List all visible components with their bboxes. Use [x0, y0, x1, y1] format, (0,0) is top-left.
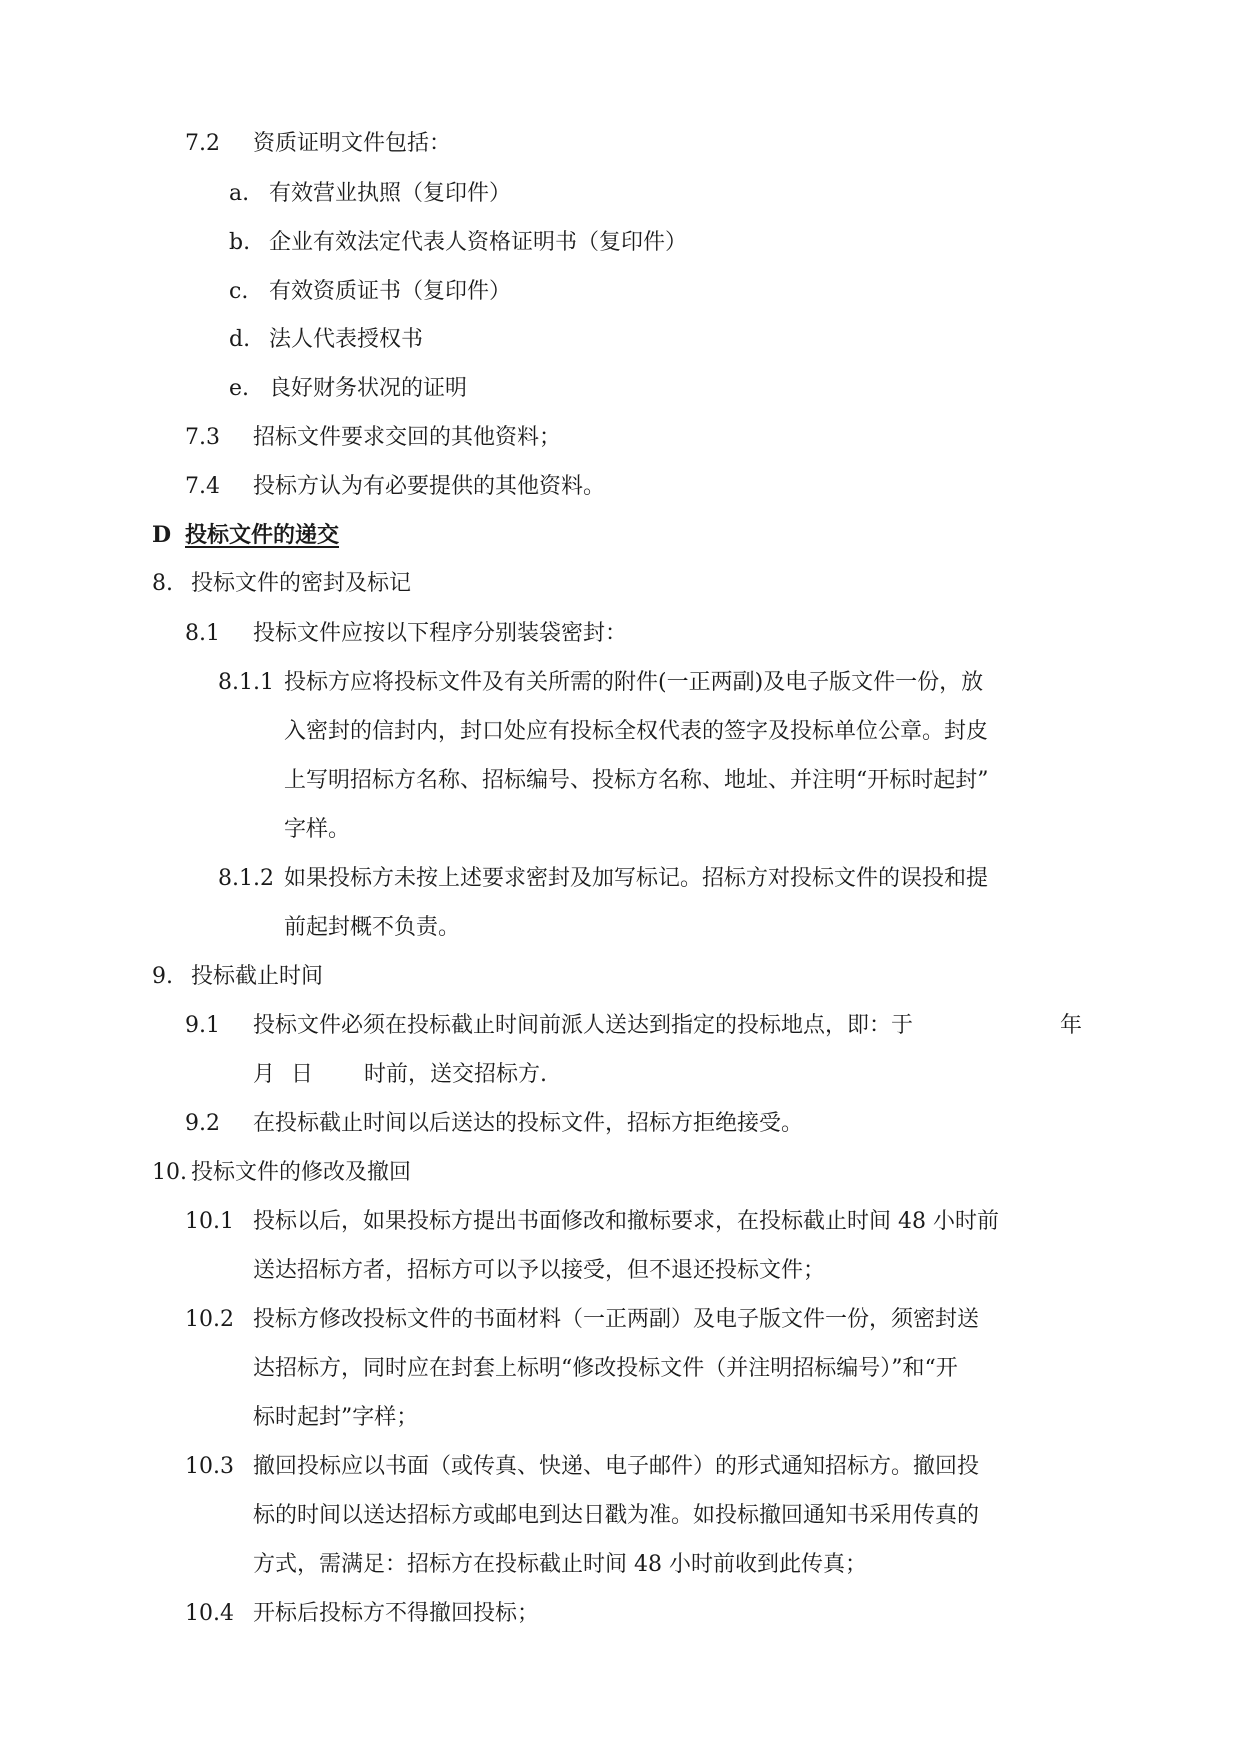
list-item-label: d. [229, 327, 251, 352]
list-item-text: 有效营业执照（复印件） [269, 181, 512, 206]
section-title-text: 投标文件的递交 [185, 522, 340, 548]
clause-number: 8.1.2 [218, 866, 274, 891]
list-item-label: e. [229, 376, 250, 401]
clause-text: 在投标截止时间以后送达的投标文件，招标方拒绝接受。 [253, 1111, 804, 1136]
clause-line: 达招标方，同时应在封套上标明“修改投标文件（并注明招标编号）”和“开 [253, 1356, 958, 1381]
clause-line: 字样。 [284, 817, 351, 842]
clause-number: 8.1.1 [218, 670, 274, 695]
clause-line: 时前，送交招标方. [364, 1062, 547, 1087]
section-title [185, 520, 339, 550]
clause-number: 7.4 [185, 474, 220, 499]
list-item-label: a. [229, 181, 250, 206]
clause-number: 10.3 [185, 1454, 234, 1479]
clause-number: 9.1 [185, 1013, 220, 1038]
clause-text: 投标文件应按以下程序分别装袋密封： [253, 621, 628, 646]
list-item-text: 法人代表授权书 [269, 327, 424, 352]
clause-line: 前起封概不负责。 [284, 915, 461, 940]
clause-line: 投标方修改投标文件的书面材料（一正两副）及电子版文件一份，须密封送 [253, 1307, 980, 1332]
clause-number: 8. [152, 571, 173, 596]
date-month-label: 月 [253, 1062, 276, 1087]
clause-line: 如果投标方未按上述要求密封及加写标记。招标方对投标文件的误投和提 [284, 866, 989, 891]
clause-number: 7.2 [185, 131, 220, 156]
clause-text: 开标后投标方不得撤回投标； [253, 1601, 540, 1626]
clause-number: 10. [152, 1160, 187, 1185]
clause-line: 标时起封”字样； [253, 1405, 419, 1430]
clause-line: 投标文件必须在投标截止时间前派人送达到指定的投标地点，即：于 [253, 1013, 914, 1038]
list-item-text: 良好财务状况的证明 [269, 376, 468, 401]
clause-number: 9.2 [185, 1111, 220, 1136]
list-item-label: b. [229, 230, 251, 255]
list-item-text: 有效资质证书（复印件） [269, 279, 512, 304]
clause-number: 7.3 [185, 425, 220, 450]
list-item-text: 企业有效法定代表人资格证明书（复印件） [269, 230, 688, 255]
clause-text: 投标截止时间 [191, 964, 324, 989]
clause-text: 投标文件的修改及撤回 [191, 1160, 412, 1185]
clause-line: 撤回投标应以书面（或传真、快递、电子邮件）的形式通知招标方。撤回投 [253, 1454, 980, 1479]
clause-line: 标的时间以送达招标方或邮电到达日戳为准。如投标撤回通知书采用传真的 [253, 1503, 980, 1528]
clause-number: 10.2 [185, 1307, 234, 1332]
clause-text: 投标文件的密封及标记 [191, 571, 412, 596]
clause-text: 招标文件要求交回的其他资料； [253, 425, 562, 450]
date-year-label: 年 [1060, 1013, 1083, 1038]
clause-line: 投标方应将投标文件及有关所需的附件(一正两副)及电子版文件一份，放 [284, 670, 984, 695]
clause-line: 投标以后，如果投标方提出书面修改和撤标要求，在投标截止时间 48 小时前 [253, 1209, 999, 1234]
clause-text: 资质证明文件包括： [253, 131, 452, 156]
clause-number: 8.1 [185, 621, 220, 646]
clause-line: 上写明招标方名称、招标编号、投标方名称、地址、并注明“开标时起封” [284, 768, 989, 793]
clause-number: 10.4 [185, 1601, 234, 1626]
clause-text: 投标方认为有必要提供的其他资料。 [253, 474, 606, 499]
list-item-label: c. [229, 279, 249, 304]
clause-line: 方式，需满足：招标方在投标截止时间 48 小时前收到此传真； [253, 1552, 867, 1577]
clause-line: 送达招标方者，招标方可以予以接受，但不退还投标文件； [253, 1258, 826, 1283]
section-label: D [152, 522, 172, 548]
clause-line: 入密封的信封内，封口处应有投标全权代表的签字及投标单位公章。封皮 [284, 719, 989, 744]
clause-number: 10.1 [185, 1209, 234, 1234]
date-day-label: 日 [291, 1062, 314, 1087]
clause-number: 9. [152, 964, 173, 989]
